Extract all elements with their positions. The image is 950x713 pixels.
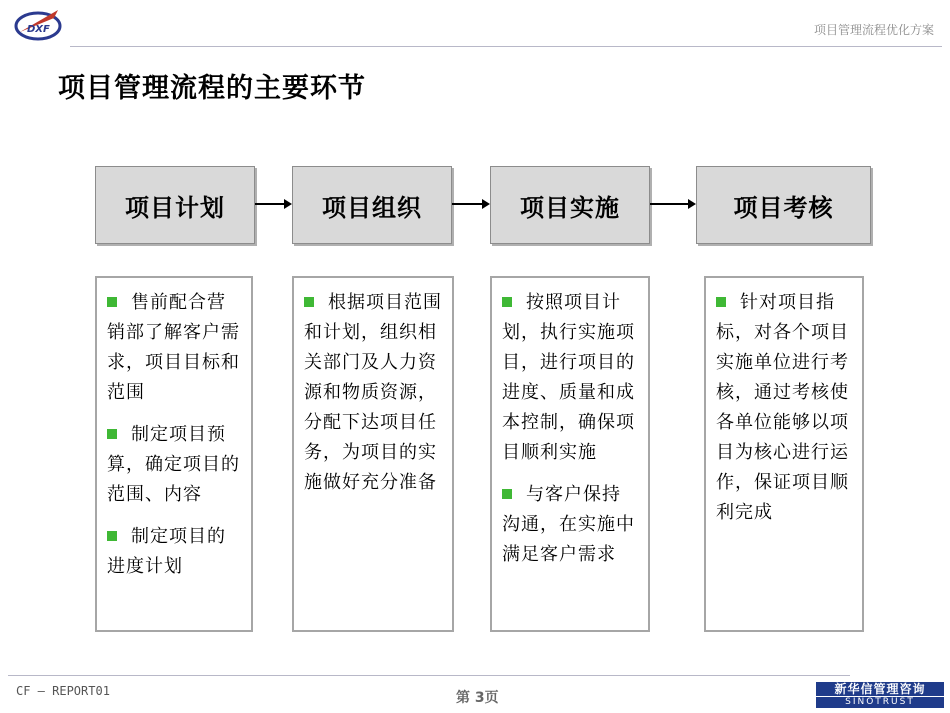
list-item: 按照项目计划，执行实施项目，进行项目的进度、质量和成本控制，确保项目顺利实施: [502, 292, 635, 463]
report-id: CF — REPORT01: [16, 684, 110, 698]
stage-box-organize: 项目组织: [292, 166, 452, 244]
stage-box-plan: 项目计划: [95, 166, 255, 244]
stage-box-implement: 项目实施: [490, 166, 650, 244]
detail-box-evaluate: [704, 276, 864, 632]
list-item: 针对项目指标，对各个项目实施单位进行考核，通过考核使各单位能够以项目为核心进行运作，保证项目顺利完成: [716, 292, 849, 523]
document-title: 项目管理流程优化方案: [813, 23, 934, 37]
footer-divider: [8, 675, 850, 676]
page-title: 项目管理流程的主要环节: [58, 73, 366, 104]
bullet-square-icon: [107, 297, 117, 307]
bullet-square-icon: [107, 531, 117, 541]
bullet-square-icon: [107, 429, 117, 439]
flow-arrow: [255, 203, 290, 205]
brand-name-cn: 新华信管理咨询: [816, 682, 944, 696]
bullet-square-icon: [502, 489, 512, 499]
header-divider: [70, 46, 942, 47]
detail-box-organize: [292, 276, 454, 632]
page-number: 第 3页: [456, 690, 499, 706]
company-logo: [14, 6, 64, 42]
bullet-square-icon: [716, 297, 726, 307]
list-item: 制定项目预算，确定项目的范围、内容: [107, 424, 240, 505]
logo-text: DXF: [27, 24, 50, 35]
list-item: 与客户保持沟通，在实施中满足客户需求: [502, 484, 635, 565]
brand-name-en: SINOTRUST: [816, 697, 944, 708]
bullet-square-icon: [502, 297, 512, 307]
list-item: 制定项目的进度计划: [107, 526, 226, 577]
detail-box-implement: [490, 276, 650, 632]
flow-arrow: [452, 203, 488, 205]
brand-logo: [816, 682, 944, 708]
stage-box-evaluate: 项目考核: [696, 166, 871, 244]
list-item: 售前配合营销部了解客户需求，项目目标和范围: [107, 292, 240, 403]
list-item: 根据项目范围和计划，组织相关部门及人力资源和物质资源，分配下达项目任务，为项目的实施做好充分准备: [304, 292, 442, 493]
flow-arrow: [650, 203, 694, 205]
detail-box-plan: [95, 276, 253, 632]
bullet-square-icon: [304, 297, 314, 307]
